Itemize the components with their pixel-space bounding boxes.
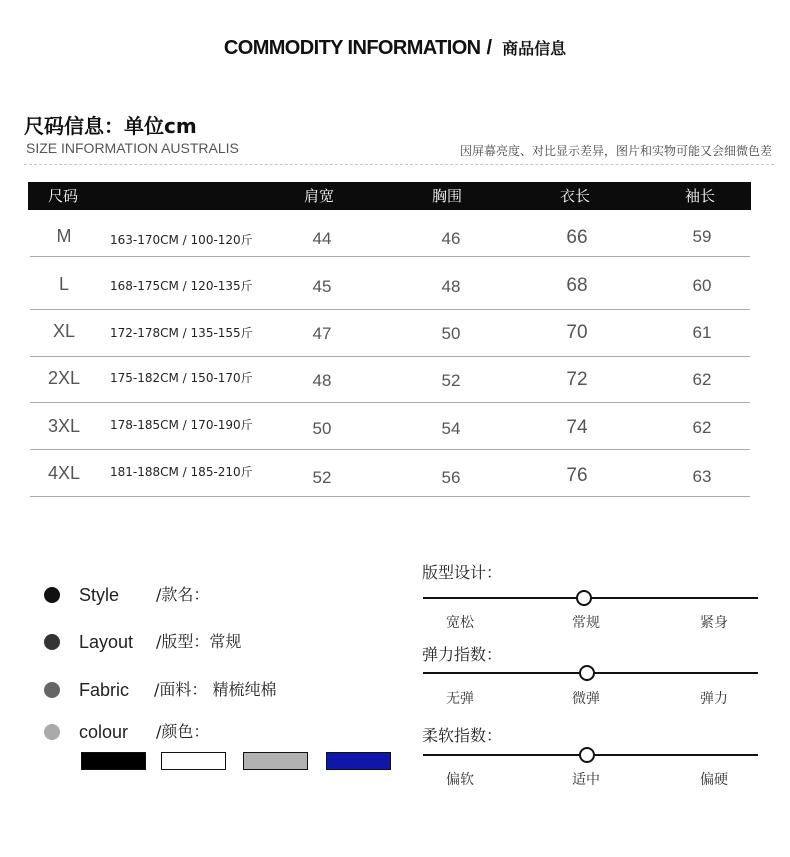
page-header: [0, 36, 790, 60]
table-row: [30, 450, 750, 497]
cell-range: 172-178CM / 135-155斤: [110, 326, 253, 340]
attribute-label-en: Fabric: [79, 680, 130, 700]
cell-chest: 48: [441, 277, 461, 296]
cell-chest: 52: [441, 371, 461, 390]
colour-swatch-grey[interactable]: [243, 752, 308, 770]
colour-swatch-white[interactable]: [161, 752, 226, 770]
colour-swatch-black[interactable]: [81, 752, 146, 770]
cell-chest: 56: [441, 468, 461, 487]
scale-title-elasticity: 弹力指数：: [422, 645, 503, 664]
cell-size: M: [56, 226, 72, 246]
cell-length: 74: [566, 417, 588, 438]
attribute-label-en: Layout: [79, 632, 134, 652]
scale-knob-fit[interactable]: [576, 590, 592, 606]
cell-length: 72: [566, 369, 588, 390]
size-table-header: [28, 182, 751, 210]
cell-sleeve: 62: [692, 370, 712, 389]
cell-range: 175-182CM / 150-170斤: [110, 371, 253, 385]
scale-label-fit-mid: 常规: [572, 615, 600, 631]
table-row: [30, 310, 750, 357]
header-title-cn: 商品信息: [502, 39, 567, 58]
cell-sleeve: 61: [692, 323, 712, 342]
bullet-dot: [44, 587, 60, 603]
cell-size: 3XL: [47, 416, 81, 436]
cell-chest: 50: [441, 324, 461, 343]
size-section-title: 尺码信息：单位cm: [24, 114, 197, 138]
header-length: 衣长: [560, 187, 591, 205]
scale-title-softness: 柔软指数：: [422, 726, 503, 745]
header-chest: 胸围: [432, 187, 463, 205]
header-title-en: COMMODITY INFORMATION: [223, 37, 481, 59]
cell-range: 178-185CM / 170-190斤: [110, 418, 253, 432]
cell-size: XL: [52, 321, 76, 341]
bullet-dot: [44, 724, 60, 740]
attribute-label-cn: /版型：常规: [156, 632, 242, 651]
cell-shoulder: 47: [312, 324, 332, 343]
cell-size: L: [58, 274, 69, 294]
color-difference-note: 因屏幕亮度、对比显示差异，图片和实物可能又会细微色差: [459, 144, 772, 158]
header-separator: /: [486, 37, 493, 59]
scale-label-fit-high: 紧身: [700, 615, 728, 631]
table-row: [30, 210, 750, 257]
cell-range: 168-175CM / 120-135斤: [110, 279, 253, 293]
scale-label-elasticity-mid: 微弹: [572, 691, 600, 707]
scale-label-softness-mid: 适中: [572, 772, 600, 788]
header-size: 尺码: [48, 187, 79, 205]
cell-sleeve: 59: [692, 227, 712, 246]
cell-range: 181-188CM / 185-210斤: [110, 465, 253, 479]
scale-title-fit: 版型设计：: [422, 563, 503, 582]
header-sleeve: 袖长: [685, 187, 716, 205]
cell-length: 70: [566, 322, 588, 343]
cell-chest: 54: [441, 419, 461, 438]
cell-shoulder: 45: [312, 277, 332, 296]
scale-label-softness-high: 偏硬: [700, 772, 728, 788]
attribute-label-cn: /款名：: [156, 585, 210, 604]
cell-sleeve: 63: [692, 467, 712, 486]
cell-length: 68: [566, 275, 588, 296]
bullet-dot: [44, 634, 60, 650]
attribute-label-cn: /颜色：: [156, 722, 210, 741]
table-row: [30, 357, 750, 403]
cell-sleeve: 62: [692, 418, 712, 437]
scale-knob-softness[interactable]: [579, 747, 595, 763]
scale-label-elasticity-low: 无弹: [446, 691, 474, 707]
scale-label-elasticity-high: 弹力: [700, 691, 728, 707]
size-section-subtitle: SIZE INFORMATION AUSTRALIS: [26, 140, 239, 156]
attribute-label-cn: /面料： 精梳纯棉: [154, 680, 277, 699]
dashed-divider: [24, 164, 774, 165]
cell-length: 76: [566, 465, 588, 486]
scale-label-softness-low: 偏软: [446, 772, 474, 788]
cell-shoulder: 48: [312, 371, 332, 390]
bullet-dot: [44, 682, 60, 698]
cell-shoulder: 50: [312, 419, 332, 438]
cell-shoulder: 52: [312, 468, 332, 487]
table-row: [30, 257, 750, 310]
attribute-label-en: Style: [79, 585, 120, 605]
cell-chest: 46: [441, 229, 461, 248]
cell-sleeve: 60: [692, 276, 712, 295]
cell-range: 163-170CM / 100-120斤: [110, 233, 253, 247]
header-shoulder: 肩宽: [304, 187, 335, 205]
cell-shoulder: 44: [312, 229, 332, 248]
cell-size: 4XL: [47, 463, 81, 483]
cell-length: 66: [566, 227, 588, 248]
cell-size: 2XL: [47, 368, 81, 388]
table-row: [30, 403, 750, 450]
scale-knob-elasticity[interactable]: [579, 665, 595, 681]
colour-swatch-blue[interactable]: [326, 752, 391, 770]
attribute-label-en: colour: [79, 722, 129, 742]
scale-label-fit-low: 宽松: [446, 615, 474, 631]
